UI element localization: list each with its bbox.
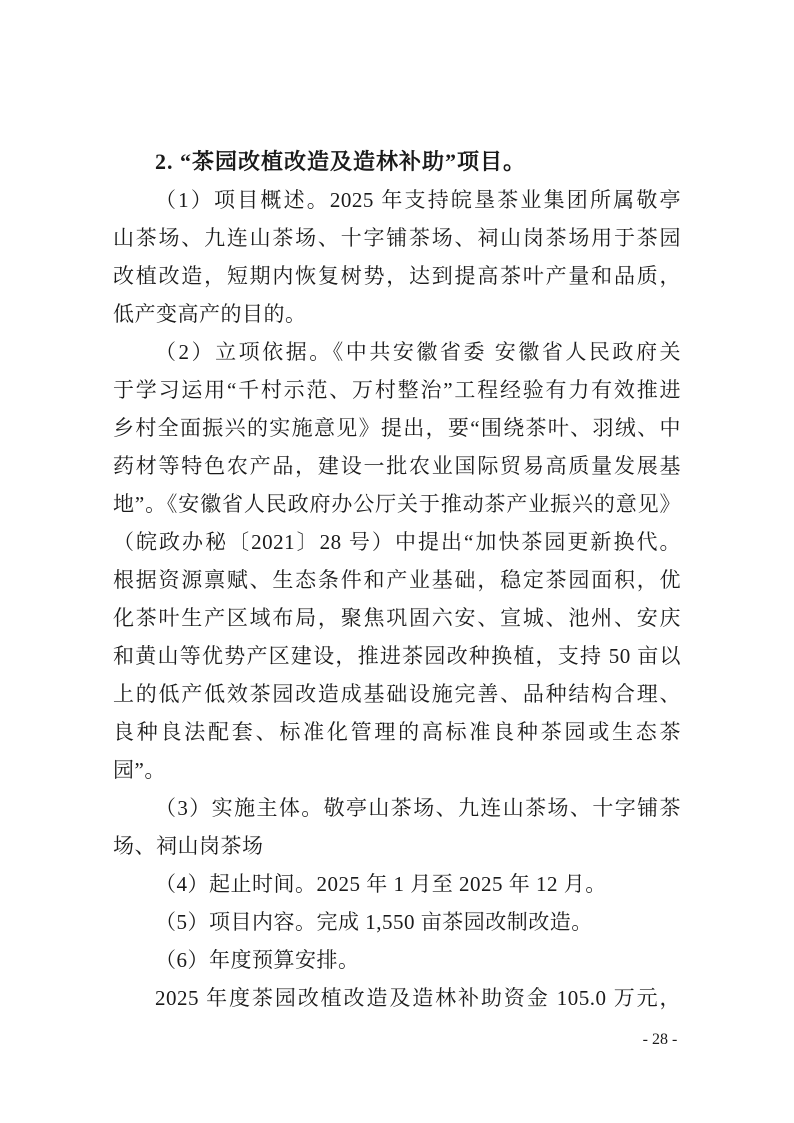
text-line: 和黄山等优势产区建设，推进茶园改种换植，支持 50 亩以: [113, 644, 681, 668]
text-line: 低产变高产的目的。: [113, 302, 307, 326]
text-line: 上的低产低效茶园改造成基础设施完善、品种结构合理、: [113, 682, 681, 706]
text-line: 良种良法配套、标准化管理的高标准良种茶园或生态茶: [113, 720, 681, 744]
text-line: 园”。: [113, 758, 166, 782]
text-line: 场、祠山岗茶场: [113, 834, 264, 858]
text-line: （5）项目内容。完成 1,550 亩茶园改制改造。: [155, 910, 593, 934]
text-line: 化茶叶生产区域布局，聚焦巩固六安、宣城、池州、安庆: [113, 606, 681, 630]
text-line: 山茶场、九连山茶场、十字铺茶场、祠山岗茶场用于茶园: [113, 226, 681, 250]
text-line: （1）项目概述。2025 年支持皖垦茶业集团所属敬亭: [155, 188, 681, 212]
text-line: 于学习运用“千村示范、万村整治”工程经验有力有效推进: [113, 378, 681, 402]
text-line: 根据资源禀赋、生态条件和产业基础，稳定茶园面积，优: [113, 568, 681, 592]
text-line: （6）年度预算安排。: [155, 948, 360, 972]
text-line: 乡村全面振兴的实施意见》提出，要“围绕茶叶、羽绒、中: [113, 416, 681, 440]
text-line: （3）实施主体。敬亭山茶场、九连山茶场、十字铺茶: [155, 796, 681, 820]
text-line: 药材等特色农产品，建设一批农业国际贸易高质量发展基: [113, 454, 681, 478]
section-heading: 2. “茶园改植改造及造林补助”项目。: [155, 149, 527, 174]
page-number: - 28 -: [642, 1031, 678, 1048]
text-line: （2）立项依据。《中共安徽省委 安徽省人民政府关: [155, 340, 681, 364]
text-line: （4）起止时间。2025 年 1 月至 2025 年 12 月。: [155, 872, 607, 896]
document-body: [113, 143, 681, 1017]
text-line: 地”。《安徽省人民政府办公厅关于推动茶产业振兴的意见》: [113, 492, 681, 516]
text-line: 改植改造，短期内恢复树势，达到提高茶叶产量和品质，: [113, 264, 681, 288]
text-line: （皖政办秘〔2021〕28 号）中提出“加快茶园更新换代。: [113, 530, 681, 554]
text-line: 2025 年度茶园改植改造及造林补助资金 105.0 万元，: [155, 986, 681, 1010]
